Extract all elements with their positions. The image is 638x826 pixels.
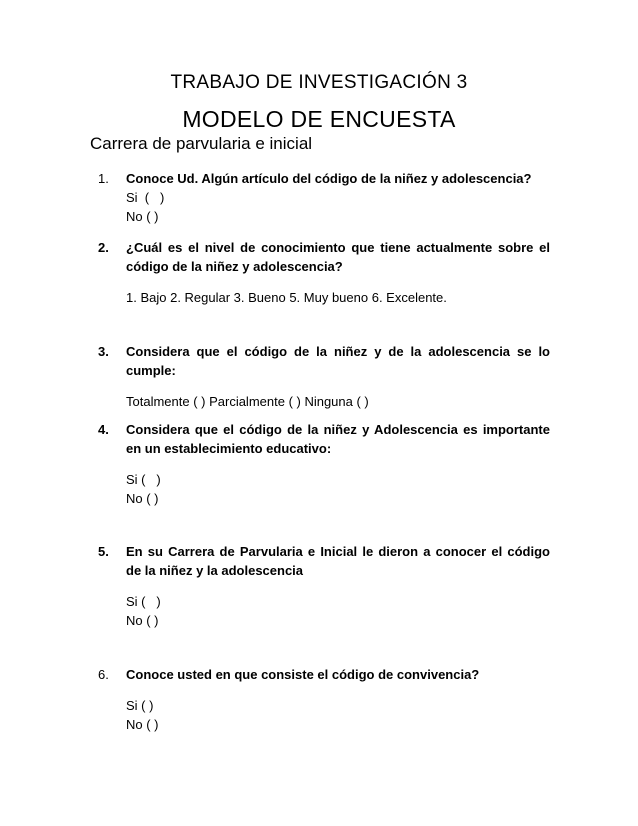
answer-option-si: Si ( ): [126, 190, 165, 205]
question-number: 5.: [98, 544, 109, 559]
question-number: 2.: [98, 240, 109, 255]
document-title: TRABAJO DE INVESTIGACIÓN 3: [170, 72, 468, 93]
question-number: 1.: [98, 171, 109, 186]
answer-option-si: Si ( ): [126, 594, 161, 609]
question-2: [98, 238, 550, 307]
question-text: Considera que el código de la niñez y Adolescencia es importante en un establecimiento educativo:: [126, 422, 550, 456]
question-text: Conoce usted en que consiste el código de convivencia?: [126, 667, 480, 682]
question-number: 3.: [98, 344, 109, 359]
question-3: [98, 342, 550, 411]
answer-option-si: Si ( ): [126, 698, 154, 713]
answer-options-scale: 1. Bajo 2. Regular 3. Bueno 5. Muy bueno 6. Excelente.: [126, 290, 447, 305]
career-subtitle: Carrera de parvularia e inicial: [90, 134, 313, 153]
answer-options-compliance: Totalmente ( ) Parcialmente ( ) Ninguna ( ): [126, 394, 369, 409]
document-subtitle-heading: MODELO DE ENCUESTA: [182, 106, 456, 132]
question-number: 6.: [98, 667, 109, 682]
question-1: [98, 169, 550, 226]
answer-option-si: Si ( ): [126, 472, 161, 487]
answer-option-no: No ( ): [126, 491, 159, 506]
question-text: ¿Cuál es el nivel de conocimiento que tiene actualmente sobre el código de la niñez y adolescencia?: [126, 240, 550, 274]
question-text: En su Carrera de Parvularia e Inicial le dieron a conocer el código de la niñez y la adolescencia: [126, 544, 550, 578]
question-5: [98, 542, 550, 630]
question-text: Conoce Ud. Algún artículo del código de la niñez y adolescencia?: [126, 171, 532, 186]
answer-option-no: No ( ): [126, 717, 159, 732]
answer-option-no: No ( ): [126, 209, 159, 224]
answer-option-no: No ( ): [126, 613, 159, 628]
question-6: [98, 665, 550, 734]
question-4: [98, 420, 550, 508]
question-text: Considera que el código de la niñez y de la adolescencia se lo cumple:: [126, 344, 550, 378]
question-number: 4.: [98, 422, 109, 437]
